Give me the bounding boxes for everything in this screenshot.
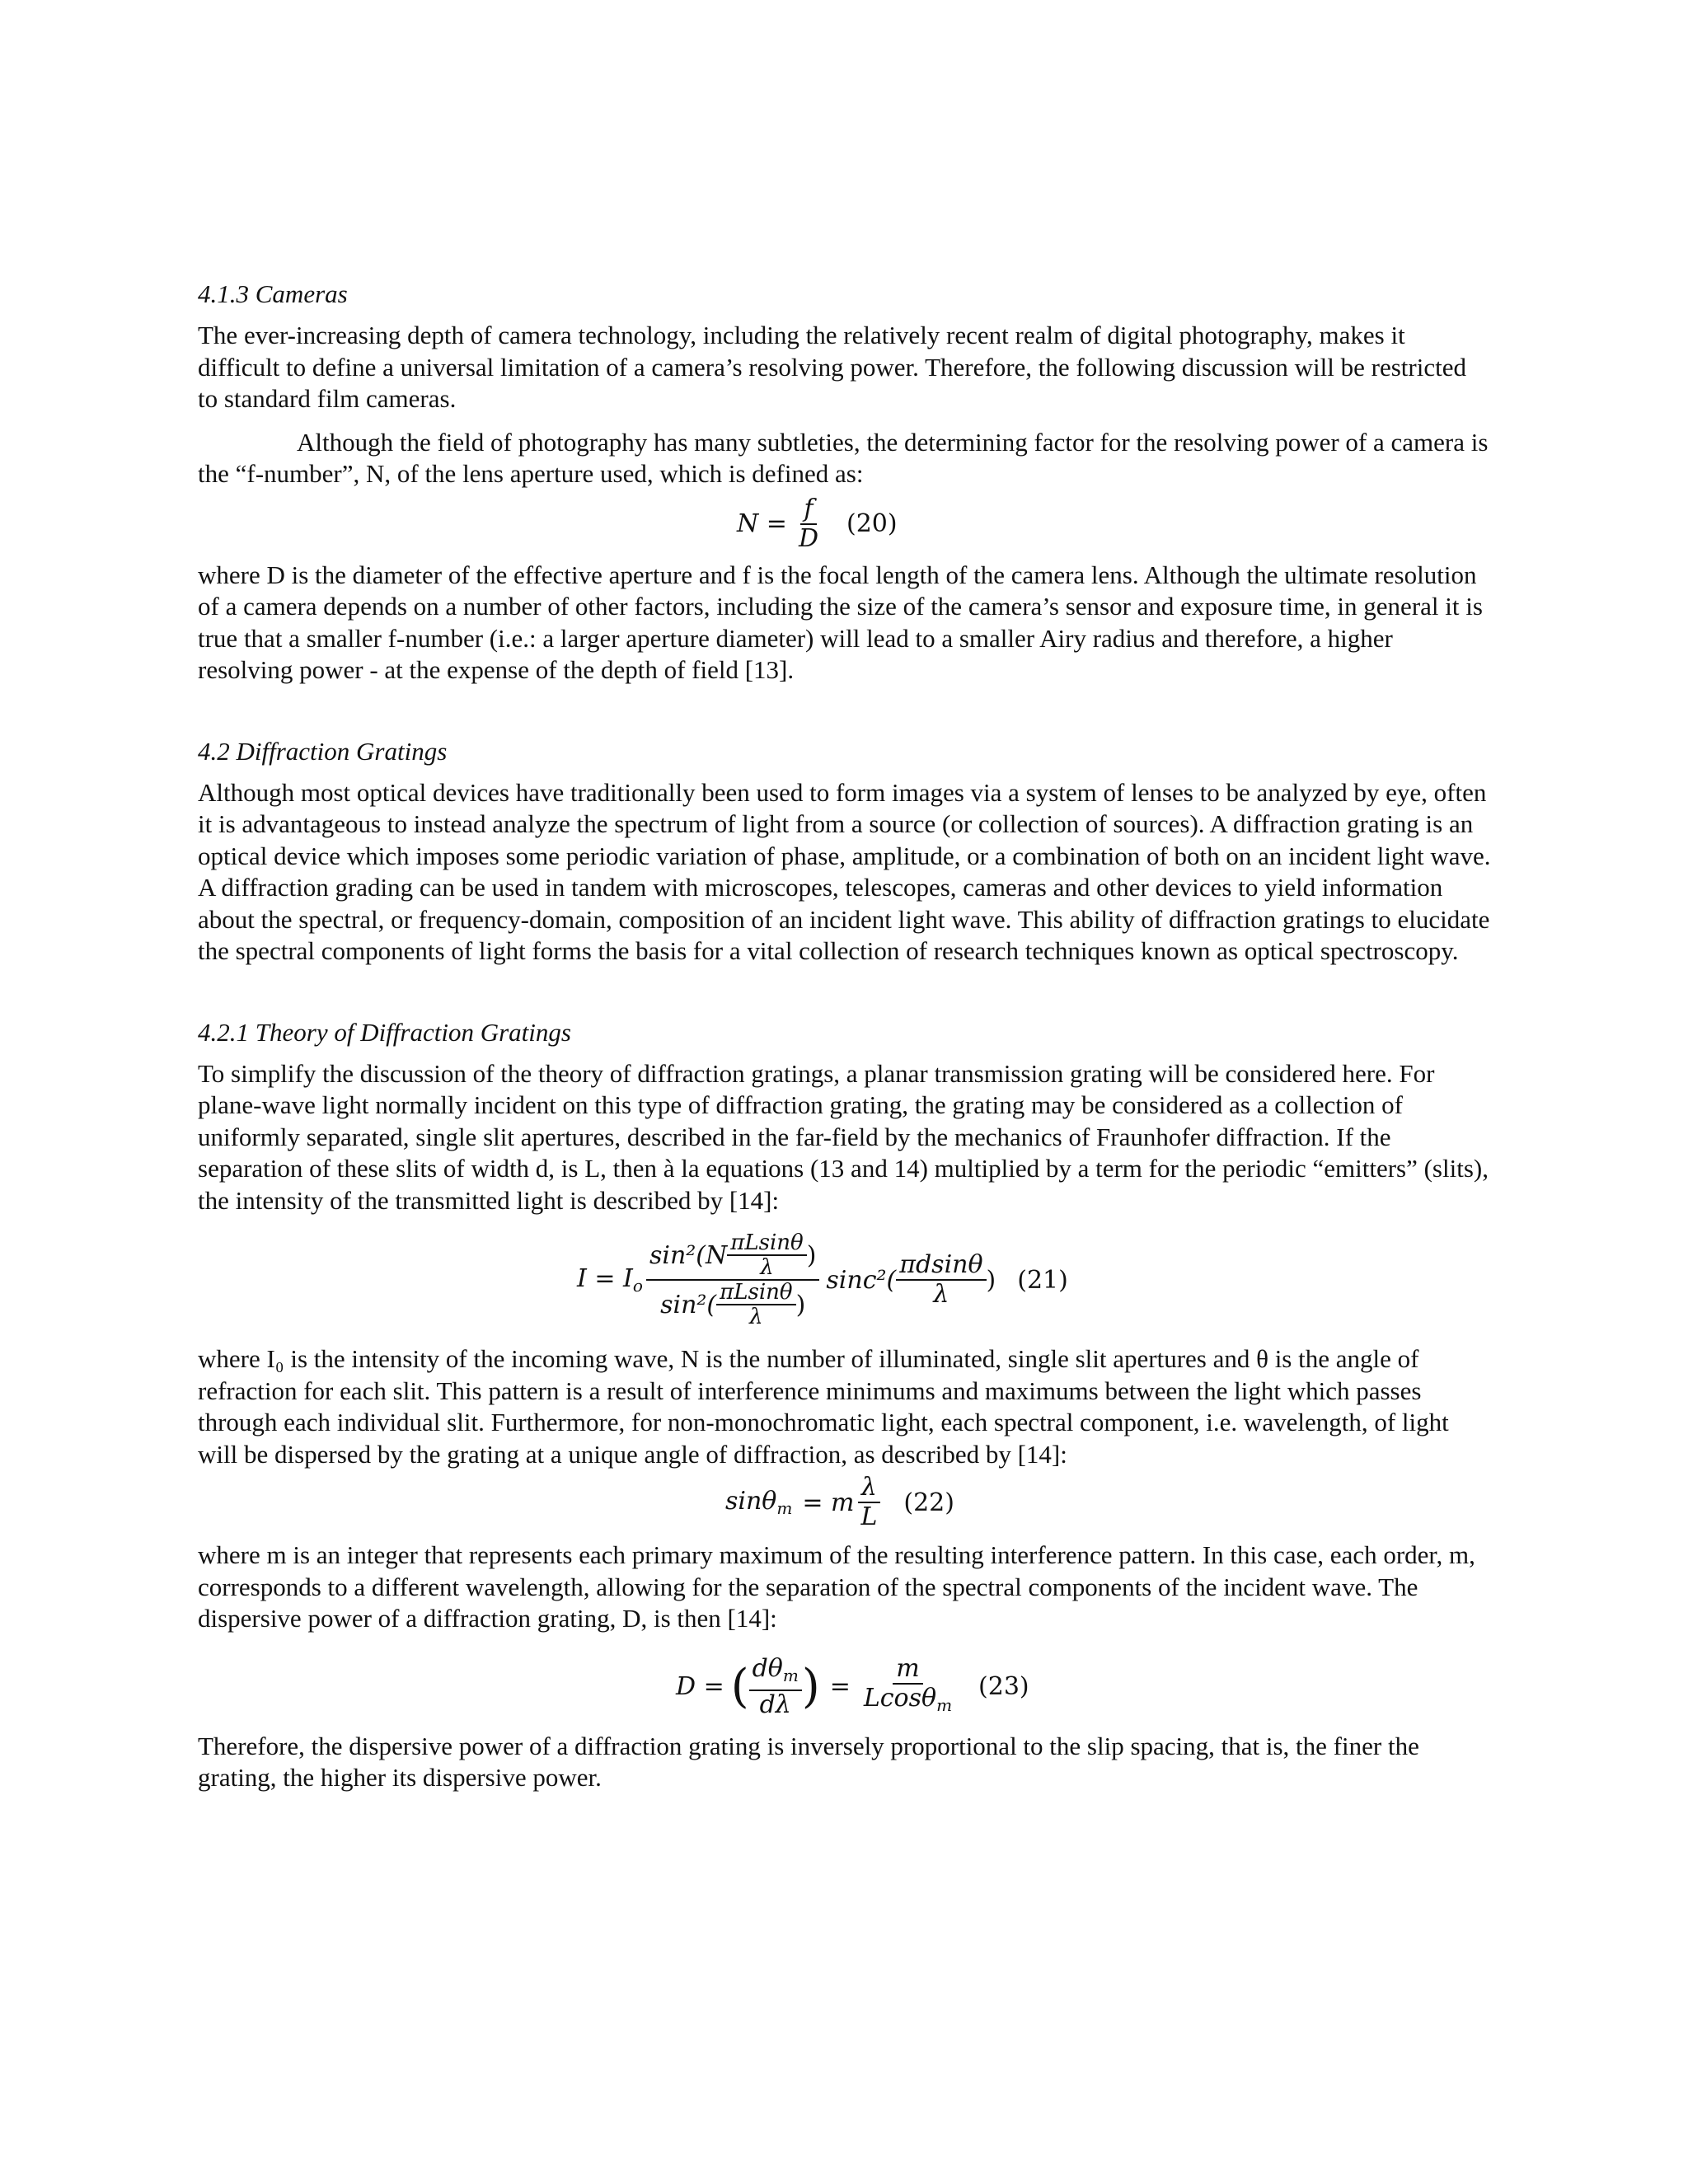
equation-number: (21) <box>1017 1265 1068 1295</box>
section-heading-diffraction-gratings: 4.2 Diffraction Gratings <box>198 736 448 766</box>
eq21-main-denominator: sin²( $\frac{\pi Lsin\theta}{\lambda}$ ) <box>660 1280 806 1329</box>
eq22-mid: = m <box>802 1488 855 1517</box>
section-heading-theory: 4.2.1 Theory of Diffraction Gratings <box>198 1017 571 1047</box>
paragraph: Although the field of photography has many subtleties, the determining factor for the resolving power of a camera is the “f-number”, N, of the lens aperture used, which is defined as: <box>198 427 1489 488</box>
eq21-sinc-term: sinc²( $\frac{\pi dsin\theta}{\lambda}$ ) <box>826 1250 996 1309</box>
paragraph: where m is an integer that represents each primary maximum of the resulting interference pattern. In this case, each order, m, corresponds to a different wavelength, allowing for the separation of the spectral components of the incident wave. The dispersive power of a diffraction grating, D, is then [14]: <box>198 1540 1475 1633</box>
eq22-fraction: $\frac{\lambda}{L}$ <box>857 1474 880 1531</box>
section-heading-cameras: 4.1.3 Cameras <box>198 279 348 308</box>
paragraph: To simplify the discussion of the theory of diffraction gratings, a planar transmission grating will be considered here. For plane-wave light normally incident on this type of diffraction grating, the grating may be considered as a collection of uniformly separated, single slit apertures, described in the far-field by the mechanics of Fraunhofer diffraction. If the separation of these slits of width d, is L, then à la equations (13 and 14) multiplied by a term for the periodic “emitters” (slits), the intensity of the transmitted light is described by [14]: <box>198 1058 1489 1215</box>
equation-number: (20) <box>846 509 898 538</box>
eq22-lhs: sinθ$_m$ <box>725 1487 793 1518</box>
equation-21 <box>198 1221 1492 1343</box>
equation-number: (23) <box>978 1672 1029 1701</box>
eq21-lhs: $I = I_o$ <box>577 1264 643 1296</box>
equation-23: D = ( $\frac{d\theta_m}{d\lambda}$ ) = $\frac{m}{Lcos\theta_m}$ (23) <box>676 1653 1029 1719</box>
paragraph: Although most optical devices have traditionally been used to form images via a system of lenses to be analyzed by eye, often it is advantageous to instead analyze the spectrum of light from a source (or collection of sources). A diffraction grating is an optical device which imposes some periodic variation of phase, amplitude, or a combination of both on an incident light wave. A diffraction grading can be used in tandem with microscopes, telescopes, cameras and other devices to yield information about the spectral, or frequency-domain, composition of an incident light wave. This ability of diffraction gratings to elucidate the spectral components of light forms the basis for a vital collection of research techniques known as optical spectroscopy. <box>198 777 1491 965</box>
eq21-main-numerator: sin²(N $\frac{\pi Lsin\theta}{\lambda}$ ) <box>646 1231 819 1281</box>
eq20-lhs: N = <box>737 509 787 538</box>
eq23-derivative: $\frac{d\theta_m}{d\lambda}$ <box>749 1655 802 1719</box>
paragraph: The ever-increasing depth of camera technology, including the relatively recent realm of digital photography, makes it difficult to define a universal limitation of a camera’s resolving power. Therefore, the following discussion will be restricted to standard film cameras. <box>198 321 1466 413</box>
document-page <box>198 279 1492 1806</box>
paragraph: where I₀ is the intensity of the incoming wave, N is the number of illuminated, single slit apertures and θ is the angle of refraction for each slit. This pattern is a result of interference minimums and maximums between the light which passes through each individual slit. Furthermore, for non-monochromatic light, each spectral component, i.e. wavelength, of light will be dispersed by the grating at a unique angle of diffraction, as described by [14]: <box>198 1344 1449 1469</box>
equation-20 <box>198 494 1492 560</box>
eq20-denominator: D <box>798 523 818 553</box>
eq23-equals: = <box>829 1672 851 1701</box>
equation-number: (22) <box>903 1488 954 1517</box>
equation-22 <box>198 1474 1492 1540</box>
eq21-main-fraction <box>646 1231 819 1329</box>
paragraph: Therefore, the dispersive power of a diffraction grating is inversely proportional to the slip spacing, that is, the finer the grating, the higher its dispersive power. <box>198 1731 1419 1792</box>
eq23-lhs: D = <box>676 1672 724 1701</box>
eq23-fraction: $\frac{m}{Lcos\theta_m}$ <box>863 1653 953 1715</box>
eq20-fraction <box>795 495 822 553</box>
paragraph: where D is the diameter of the effective aperture and f is the focal length of the camera lens. Although the ultimate resolution of a camera depends on a number of other factors, including the size of the camera’s sensor and exposure time, in general it is true that a smaller f-number (i.e.: a larger aperture diameter) will lead to a smaller Airy radius and therefore, a higher resolving power - at the expense of the depth of field [13]. <box>198 560 1483 684</box>
eq20-numerator: f <box>800 495 816 525</box>
